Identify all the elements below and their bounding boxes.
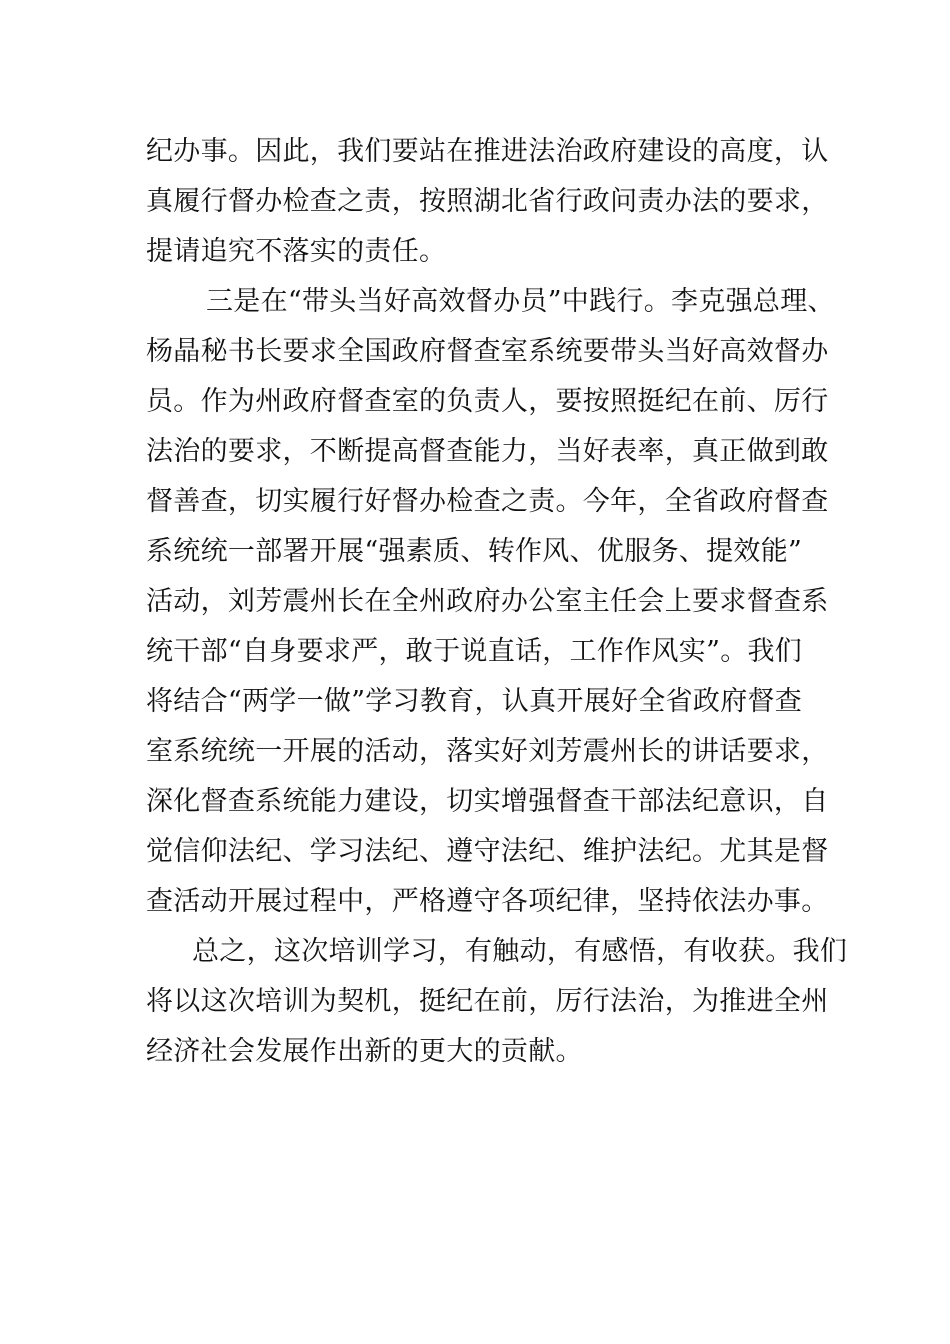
text-line: 真履行督办检查之责，按照湖北省行政问责办法的要求， xyxy=(146,186,829,217)
text-line: 法治的要求，不断提高督查能力，当好表率，真正做到敢 xyxy=(146,436,829,467)
text-line: 三是在“带头当好高效督办员”中践行。李克强总理、 xyxy=(206,286,835,317)
text-line: 员。作为州政府督查室的负责人，要按照挺纪在前、厉行 xyxy=(146,386,829,417)
text-line: 纪办事。因此，我们要站在推进法治政府建设的高度，认 xyxy=(146,136,829,167)
text-line: 杨晶秘书长要求全国政府督查室系统要带头当好高效督办 xyxy=(146,336,829,367)
text-line: 提请追究不落实的责任。 xyxy=(146,236,447,267)
text-line: 系统统一部署开展“强素质、转作风、优服务、提效能” xyxy=(146,536,803,567)
text-line: 总之，这次培训学习，有触动，有感悟，有收获。我们 xyxy=(192,936,848,967)
text-line: 查活动开展过程中，严格遵守各项纪律，坚持依法办事。 xyxy=(146,886,829,917)
text-line: 督善查，切实履行好督办检查之责。今年，全省政府督查 xyxy=(146,486,829,517)
text-line: 将结合“两学一做”学习教育，认真开展好全省政府督查 xyxy=(146,686,803,717)
text-line: 经济社会发展作出新的更大的贡献。 xyxy=(146,1036,583,1067)
text-line: 觉信仰法纪、学习法纪、遵守法纪、维护法纪。尤其是督 xyxy=(146,836,829,867)
text-line: 活动，刘芳震州长在全州政府办公室主任会上要求督查系 xyxy=(146,586,829,617)
text-line: 深化督查系统能力建设，切实增强督查干部法纪意识，自 xyxy=(146,786,829,817)
text-line: 统干部“自身要求严，敢于说直话，工作作风实”。我们 xyxy=(146,636,803,667)
text-line: 将以这次培训为契机，挺纪在前，厉行法治，为推进全州 xyxy=(146,986,829,1017)
text-line: 室系统统一开展的活动，落实好刘芳震州长的讲话要求， xyxy=(146,736,829,767)
